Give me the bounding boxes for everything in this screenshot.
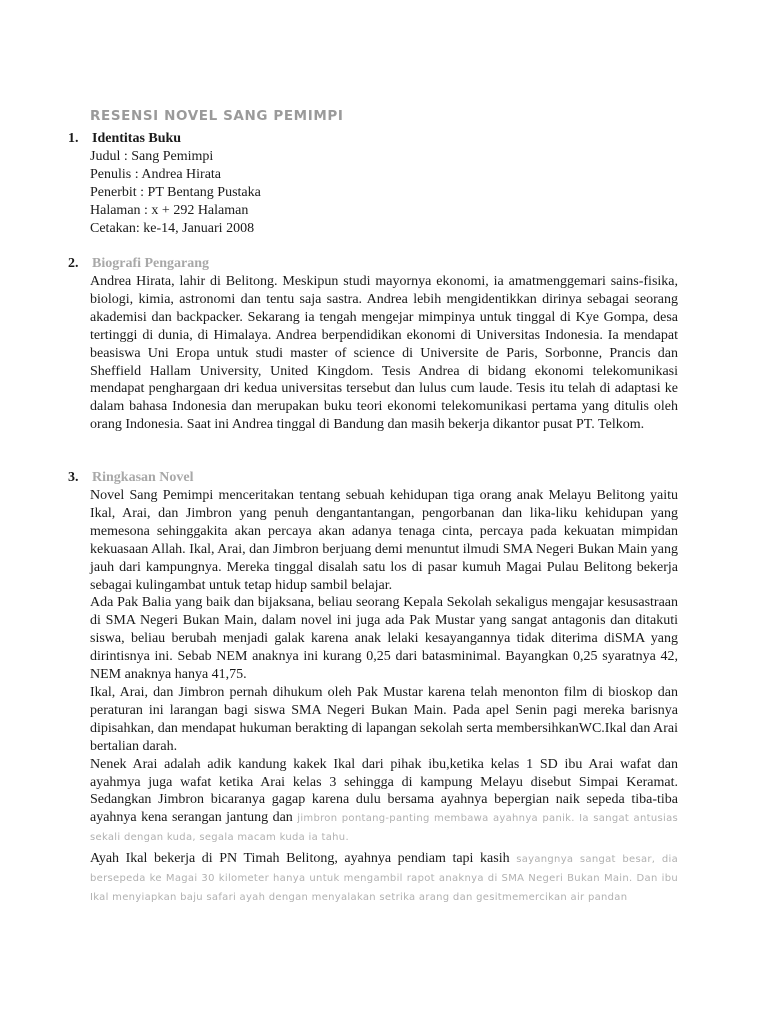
identity-list — [90, 148, 678, 238]
identity-penerbit: Penerbit : PT Bentang Pustaka — [90, 184, 261, 200]
summary-text-main: Ayah Ikal bekerja di PN Timah Belitong, ayahnya pendiam tapi kasih — [90, 851, 510, 867]
summary-paragraph — [90, 756, 678, 848]
biography-paragraph: Andrea Hirata, lahir di Belitong. Meskipun studi mayornya ekonomi, ia amatmenggemari sains-fisika, biologi, kimia, astronomi dan tentu saja sastra. Andrea lebih mengidentikkan dirinya sebagai seorang akademisi dan backpacker. Sekarang ia tengah mengejar mimpinya untuk tinggal di Kye Gompa, desa tertinggi di dunia, di Himalaya. Andrea berpendidikan ekonomi di Universitas Indonesia. Ia mendapat beasiswa Uni Eropa untuk studi master of science di Universite de Paris, Sorbonne, Prancis dan Sheffield Hallam University, United Kingdom. Tesis Andrea di bidang ekonomi telekomunikasi mendapat penghargaan dri kedua universitas tersebut dan lulus cum laude. Tesis itu telah di adaptasi ke dalam bahasa Indonesia dan merupakan buku teori ekonomi telekomunikasi pertama yang ditulis oleh orang Indonesia. Saat ini Andrea tinggal di Bandung dan masih bekerja dikantor pusat PT. Telkom. — [90, 274, 678, 433]
identity-halaman: Halaman : x + 292 Halaman — [90, 202, 249, 218]
summary-paragraph: Ada Pak Balia yang baik dan bijaksana, beliau seorang Kepala Sekolah sekaligus mengajar kesusastraan di SMA Negeri Bukan Main, dalam novel ini juga ada Pak Mustar yang sangat antagonis dan ditakuti siswa, beliau berubah menjadi galak karena anak lelaki kesayangannya tidak diterima diSMA yang dirintisnya ini. Sebab NEM anaknya ini kurang 0,25 dari batasminimal. Bayangkan 0,25 syaratnya 42, NEM anaknya hanya 41,75. — [90, 595, 678, 683]
document-title: RESENSI NOVEL SANG PEMIMPI — [90, 108, 344, 124]
summary-text-main: Nenek Arai adalah adik kandung kakek Ikal dari pihak ibu,ketika kelas 1 SD ibu Arai wafat dan ayahmya juga wafat ketika Arai kelas 3 sehingga di kampung Melayu disebut Simpai Keramat. Sedangkan Jimbron bicaranya gagap karena dulu bersama ayahnya bepergian naik sepeda tiba-tiba ayahnya kena serangan jantung dan — [90, 756, 678, 826]
biography-text — [90, 273, 678, 434]
section-heading: Identitas Buku — [92, 131, 182, 146]
section-heading: Biografi Pengarang — [92, 256, 210, 271]
section-heading: Ringkasan Novel — [92, 470, 194, 485]
summary-text — [90, 487, 678, 907]
section-number: 2. — [68, 256, 79, 271]
identity-cetakan: Cetakan: ke-14, Januari 2008 — [90, 220, 255, 236]
section-number: 1. — [68, 131, 79, 146]
summary-paragraph — [90, 850, 678, 907]
summary-paragraph: Ikal, Arai, dan Jimbron pernah dihukum oleh Pak Mustar karena telah menonton film di bioskop dan peraturan ini larangan bagi siswa SMA Negeri Bukan Main. Pada apel Senin pagi mereka barisnya dipisahkan, dan mendapat hukuman berakting di lapangan sekolah serta membersihkanWC.Ikal dan Arai bertalian darah. — [90, 684, 678, 754]
summary-text-faded: jimbron pontang-panting membawa ayahnya panik. Ia sangat antusias sekali dengan kuda, segala macam kuda ia tahu. — [90, 813, 679, 844]
section-number: 3. — [68, 470, 79, 485]
summary-paragraph: Novel Sang Pemimpi menceritakan tentang sebuah kehidupan tiga orang anak Melayu Belitong yaitu Ikal, Arai, dan Jimbron yang penuh dengantantangan, pengorbanan dan lika-liku kehidupan yang memesona sehinggakita akan percaya akan adanya tenaga cinta, percaya pada kekuatan mimpidan kekuasaan Allah. Ikal, Arai, dan Jimbron berjuang demi menuntut ilmudi SMA Negeri Bukan Main yang jauh dari kampungnya. Mereka tinggal disalah satu los di pasar kumuh Magai Pulau Belitong bekerja sebagai kulingambat untuk tetap hidup sambil belajar. — [90, 488, 678, 593]
identity-judul: Judul : Sang Pemimpi — [90, 149, 214, 164]
summary-text-faded: sayangnya sangat besar, dia bersepeda ke Magai 30 kilometer hanya untuk mengambil rapot anaknya di SMA Negeri Bukan Main. Dan ibu Ikal menyiapkan baju safari ayah dengan menyalakan setrika arang dan gesitmemercikan air pandan — [90, 854, 678, 903]
identity-penulis: Penulis : Andrea Hirata — [90, 166, 222, 182]
